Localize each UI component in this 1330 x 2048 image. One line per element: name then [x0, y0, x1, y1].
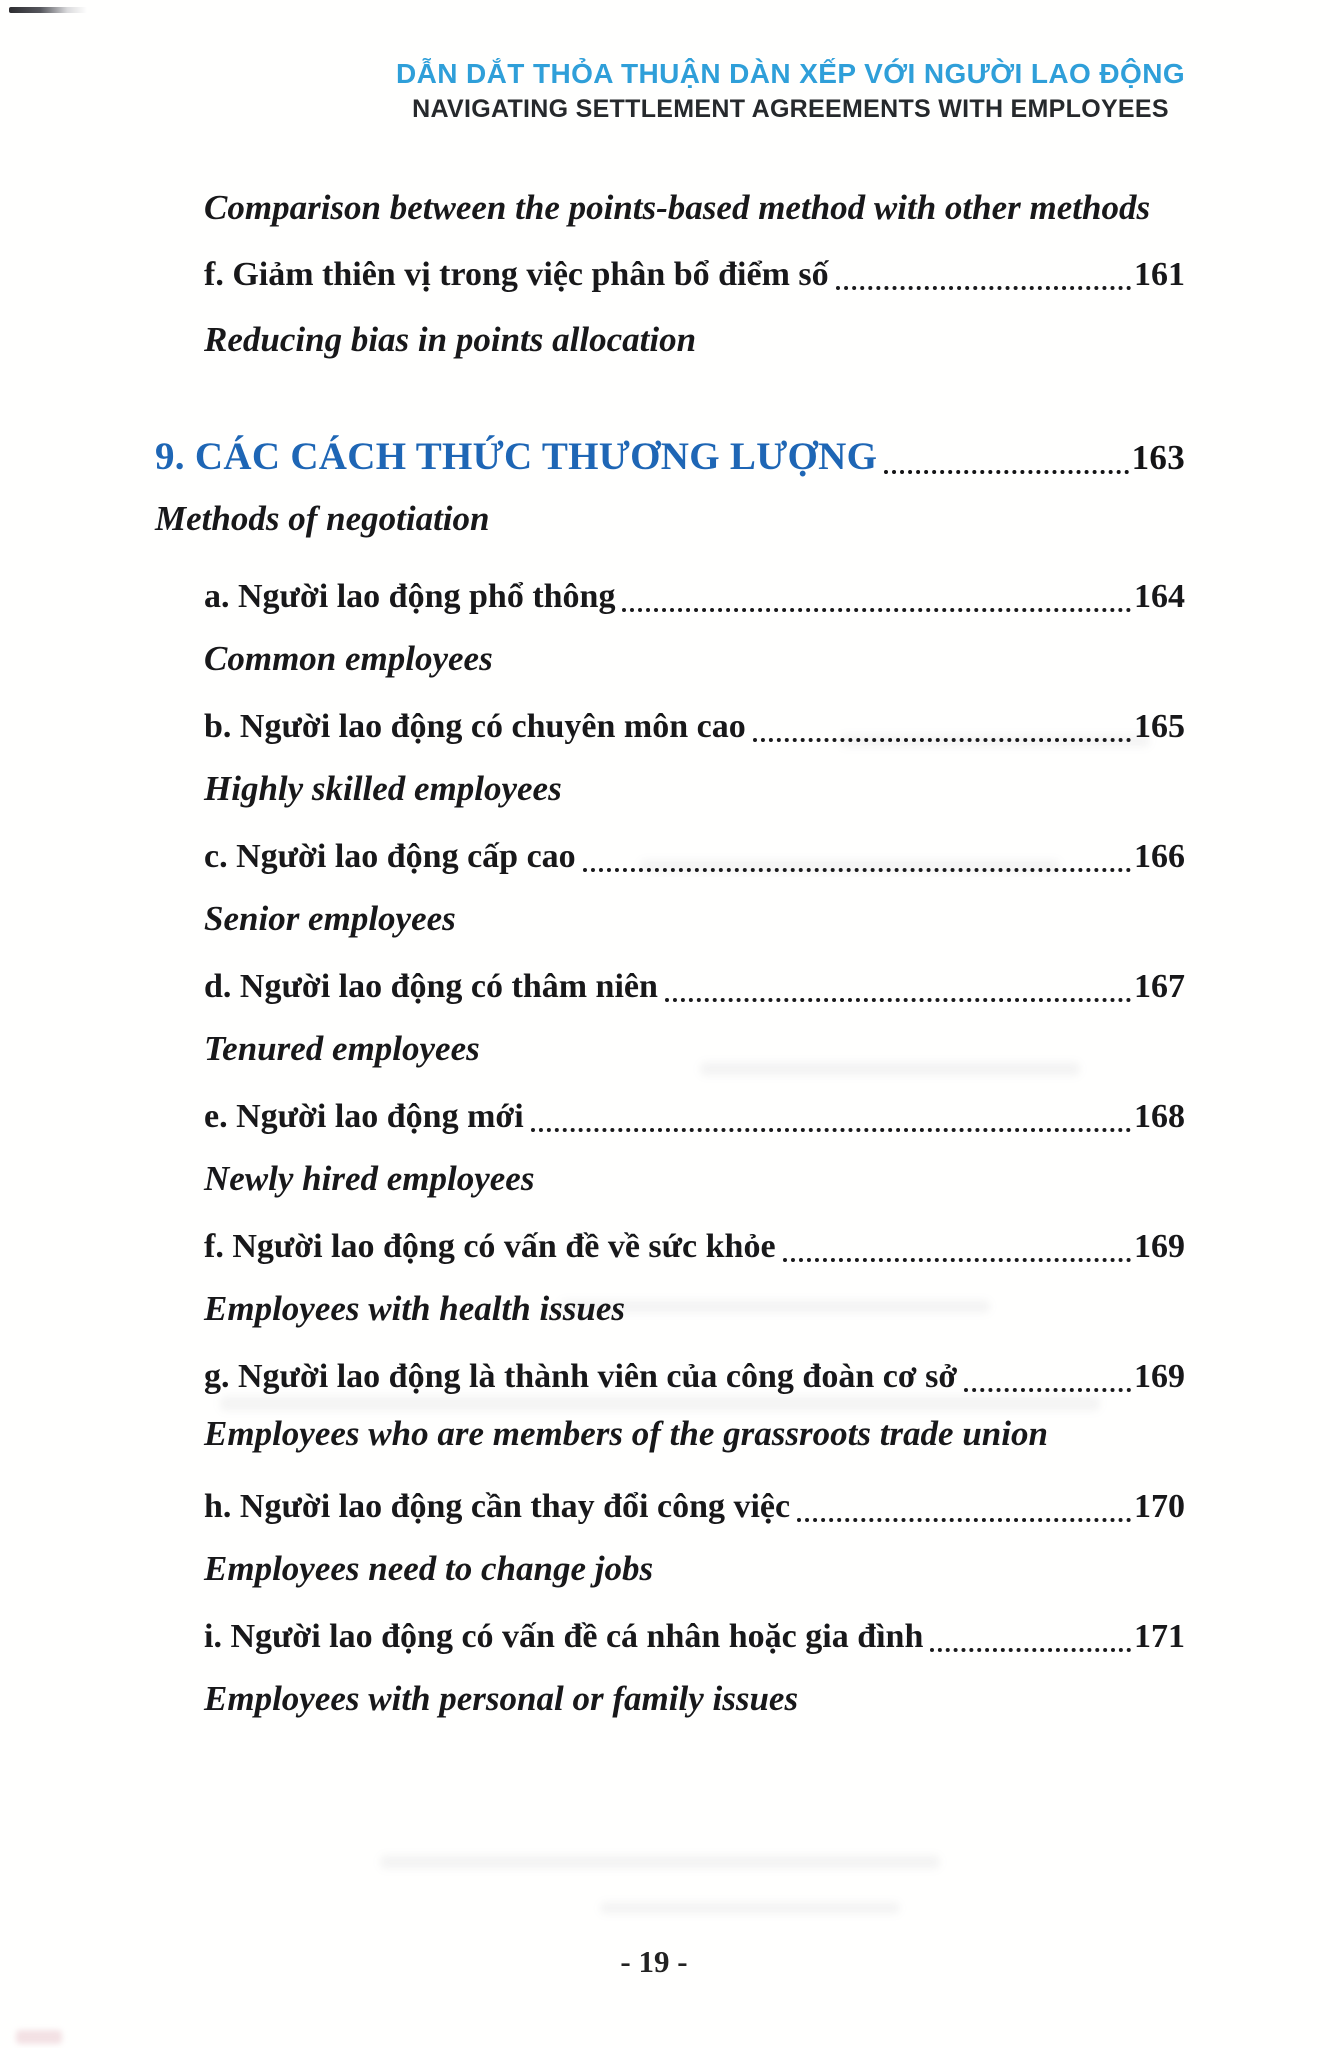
toc-section-page: 163	[1131, 438, 1185, 477]
dot-leader	[753, 738, 1131, 742]
dot-leader	[797, 1518, 1131, 1522]
dot-leader	[783, 1258, 1131, 1262]
dot-leader	[884, 470, 1128, 474]
toc-entry-translation: Senior employees	[204, 899, 456, 938]
toc-entry-page: 171	[1134, 1618, 1185, 1655]
page-number: - 19 -	[620, 1944, 688, 1979]
running-header	[396, 56, 1185, 126]
toc-entry-page: 169	[1134, 1228, 1185, 1265]
toc-section-label: 9. CÁC CÁCH THỨC THƯƠNG LƯỢNG	[155, 435, 878, 478]
toc-entry-translation: Comparison between the points-based method with other methods	[204, 188, 1151, 227]
toc-entry-label: e. Người lao động mới	[204, 1098, 524, 1135]
dot-leader	[665, 998, 1131, 1002]
toc-section-heading	[155, 432, 1185, 484]
toc-entry-translation: Highly skilled employees	[204, 769, 562, 808]
toc-entry	[204, 1095, 1185, 1141]
toc-entry-label: c. Người lao động cấp cao	[204, 838, 576, 875]
running-header-title-vi: DẪN DẮT THỎA THUẬN DÀN XẾP VỚI NGƯỜI LAO ĐỘNG	[395, 58, 1185, 89]
dot-leader	[531, 1128, 1131, 1132]
toc-entry-translation: Employees with health issues	[204, 1289, 626, 1328]
toc-entry-label: h. Người lao động cần thay đổi công việc	[204, 1488, 791, 1525]
toc-entry-page: 161	[1134, 256, 1185, 293]
toc-section-translation: Methods of negotiation	[155, 499, 490, 538]
toc-entry-page: 166	[1134, 838, 1185, 875]
scan-artifact-corner-dash	[9, 7, 87, 13]
toc-entry-label: b. Người lao động có chuyên môn cao	[204, 708, 746, 745]
toc-entry-label: d. Người lao động có thâm niên	[204, 968, 658, 1005]
toc-entry	[204, 705, 1185, 751]
toc-entry-page: 169	[1134, 1358, 1185, 1395]
toc-entry-label: a. Người lao động phổ thông	[204, 578, 616, 615]
toc-entry-translation: Newly hired employees	[204, 1159, 535, 1198]
scan-artifact-bleed	[380, 1855, 940, 1869]
toc-entry-translation: Employees who are members of the grassroots trade union	[204, 1414, 1048, 1453]
toc-entry-translation: Tenured employees	[204, 1029, 480, 1068]
dot-leader	[583, 868, 1131, 872]
toc-entry	[204, 1355, 1185, 1401]
dot-leader	[964, 1388, 1131, 1392]
toc-entry-label: g. Người lao động là thành viên của công đoàn cơ sở	[204, 1358, 958, 1395]
dot-leader	[836, 286, 1131, 290]
toc-entry-translation: Employees with personal or family issues	[204, 1679, 799, 1718]
toc-entry	[204, 575, 1185, 621]
toc-entry-label: f. Người lao động có vấn đề về sức khỏe	[204, 1228, 776, 1265]
toc-entry	[204, 1485, 1185, 1531]
toc-entry-translation: Common employees	[204, 639, 493, 678]
toc-entry-page: 165	[1134, 708, 1185, 745]
toc-entry-translation: Reducing bias in points allocation	[204, 320, 697, 359]
dot-leader	[930, 1648, 1131, 1652]
toc-entry	[204, 965, 1185, 1011]
toc-entry-label: i. Người lao động có vấn đề cá nhân hoặc gia đình	[204, 1618, 924, 1655]
dot-leader	[622, 608, 1131, 612]
toc-entry	[204, 253, 1185, 299]
scan-artifact-bleed	[600, 1902, 900, 1914]
toc-entry-page: 167	[1134, 968, 1185, 1005]
toc-entry-translation: Employees need to change jobs	[204, 1549, 654, 1588]
toc-entry-page: 164	[1134, 578, 1185, 615]
toc-entry-page: 170	[1134, 1488, 1185, 1525]
toc-entry-label: f. Giảm thiên vị trong việc phân bổ điểm số	[204, 256, 829, 293]
toc-entry-page: 168	[1134, 1098, 1185, 1135]
running-header-title-en: NAVIGATING SETTLEMENT AGREEMENTS WITH EMPLOYEES	[412, 95, 1169, 123]
toc-entry	[204, 1615, 1185, 1661]
toc-entry	[204, 1225, 1185, 1271]
toc-entry	[204, 835, 1185, 881]
scan-artifact-mark	[16, 2030, 62, 2044]
